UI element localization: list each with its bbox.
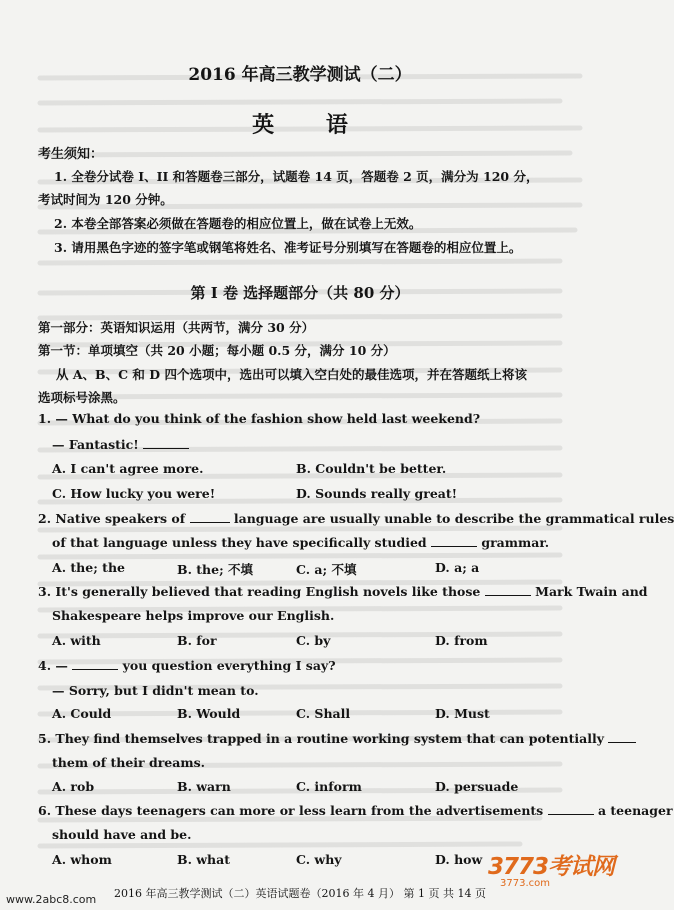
question-4-option-c: C. Shall: [296, 706, 351, 721]
question-2-option-a: A. the; the: [52, 560, 125, 575]
section-1-heading: 第一部分：英语知识运用（共两节，满分 30 分）: [38, 320, 315, 335]
question-4-stem-line-1: 4. — you question everything I say?: [38, 658, 336, 673]
question-2-option-c: C. a; 不填: [296, 562, 357, 577]
watermark-left: www.2abc8.com: [6, 893, 97, 906]
question-2-option-d: D. a; a: [435, 560, 480, 575]
question-6-stem-line-1: 6. These days teenagers can more or less learn from the advertisements a teenager: [38, 803, 673, 818]
question-6-stem-line-2: should have and be.: [52, 827, 192, 842]
answer-blank: [548, 814, 594, 815]
question-1-option-d: D. Sounds really great!: [296, 486, 458, 501]
question-3-option-a: A. with: [52, 633, 101, 648]
question-2-stem-line-1: 2. Native speakers of language are usually unable to describe the grammatical rules: [38, 511, 674, 526]
question-5-stem-line-1: 5. They find themselves trapped in a routine working system that can potentially: [38, 731, 636, 746]
instruction-line-1: 从 A、B、C 和 D 四个选项中，选出可以填入空白处的最佳选项，并在答题纸上将该: [56, 367, 527, 382]
question-6-option-b: B. what: [177, 852, 230, 867]
notice-heading: 考生须知：: [38, 147, 104, 162]
question-4-option-b: B. Would: [177, 706, 241, 721]
question-1-reply: — Fantastic!: [52, 437, 189, 452]
question-6-option-c: C. why: [296, 852, 342, 867]
answer-blank: [485, 595, 531, 596]
question-3-stem-line-1: 3. It's generally believed that reading English novels like those Mark Twain and: [38, 584, 648, 599]
answer-blank: [72, 669, 118, 670]
question-3-option-b: B. for: [177, 633, 217, 648]
question-2-option-b: B. the; 不填: [177, 562, 254, 577]
question-5-stem-line-2: them of their dreams.: [52, 755, 205, 770]
watermark-logo: 3773考试网: [488, 854, 615, 880]
notice-item-2: 2. 本卷全部答案必须做在答题卷的相应位置上，做在试卷上无效。: [54, 216, 422, 231]
answer-blank: [143, 448, 189, 449]
question-3-option-c: C. by: [296, 633, 331, 648]
part-1-title: 第 I 卷 选择题部分（共 80 分）: [190, 284, 410, 302]
answer-blank: [190, 522, 230, 523]
question-2-stem-line-2: of that language unless they have specifically studied grammar.: [52, 535, 550, 550]
answer-blank: [608, 742, 636, 743]
question-1-stem: 1. — What do you think of the fashion show held last weekend?: [38, 411, 481, 426]
question-3-option-d: D. from: [435, 633, 488, 648]
page-footer: 2016 年高三教学测试（二）英语试题卷（2016 年 4 月） 第 1 页 共 14 页: [114, 887, 486, 900]
question-4-reply: — Sorry, but I didn't mean to.: [52, 683, 259, 698]
notice-item-1-line-1: 1. 全卷分试卷 I、II 和答题卷三部分，试题卷 14 页，答题卷 2 页，满分为 120 分，: [54, 169, 539, 184]
instruction-line-2: 选项标号涂黑。: [38, 390, 126, 405]
watermark-url: 3773.com: [500, 878, 550, 889]
question-5-option-b: B. warn: [177, 779, 231, 794]
question-5-option-d: D. persuade: [435, 779, 519, 794]
question-1-option-c: C. How lucky you were!: [52, 486, 216, 501]
question-5-option-c: C. inform: [296, 779, 362, 794]
subsection-1-heading: 第一节：单项填空（共 20 小题；每小题 0.5 分，满分 10 分）: [38, 343, 396, 358]
notice-item-1-line-2: 考试时间为 120 分钟。: [38, 192, 173, 207]
question-6-option-d: D. how: [435, 852, 483, 867]
question-4-option-d: D. Must: [435, 706, 490, 721]
subject-title: 英 语: [252, 112, 370, 138]
question-6-option-a: A. whom: [52, 852, 112, 867]
question-1-option-a: A. I can't agree more.: [52, 461, 204, 476]
question-5-option-a: A. rob: [52, 779, 95, 794]
notice-item-3: 3. 请用黑色字迹的签字笔或钢笔将姓名、准考证号分别填写在答题卷的相应位置上。: [54, 240, 522, 255]
question-1-option-b: B. Couldn't be better.: [296, 461, 447, 476]
answer-blank: [431, 546, 477, 547]
page-title: 2016 年高三教学测试（二）: [188, 65, 412, 85]
question-3-stem-line-2: Shakespeare helps improve our English.: [52, 608, 335, 623]
question-4-option-a: A. Could: [52, 706, 112, 721]
